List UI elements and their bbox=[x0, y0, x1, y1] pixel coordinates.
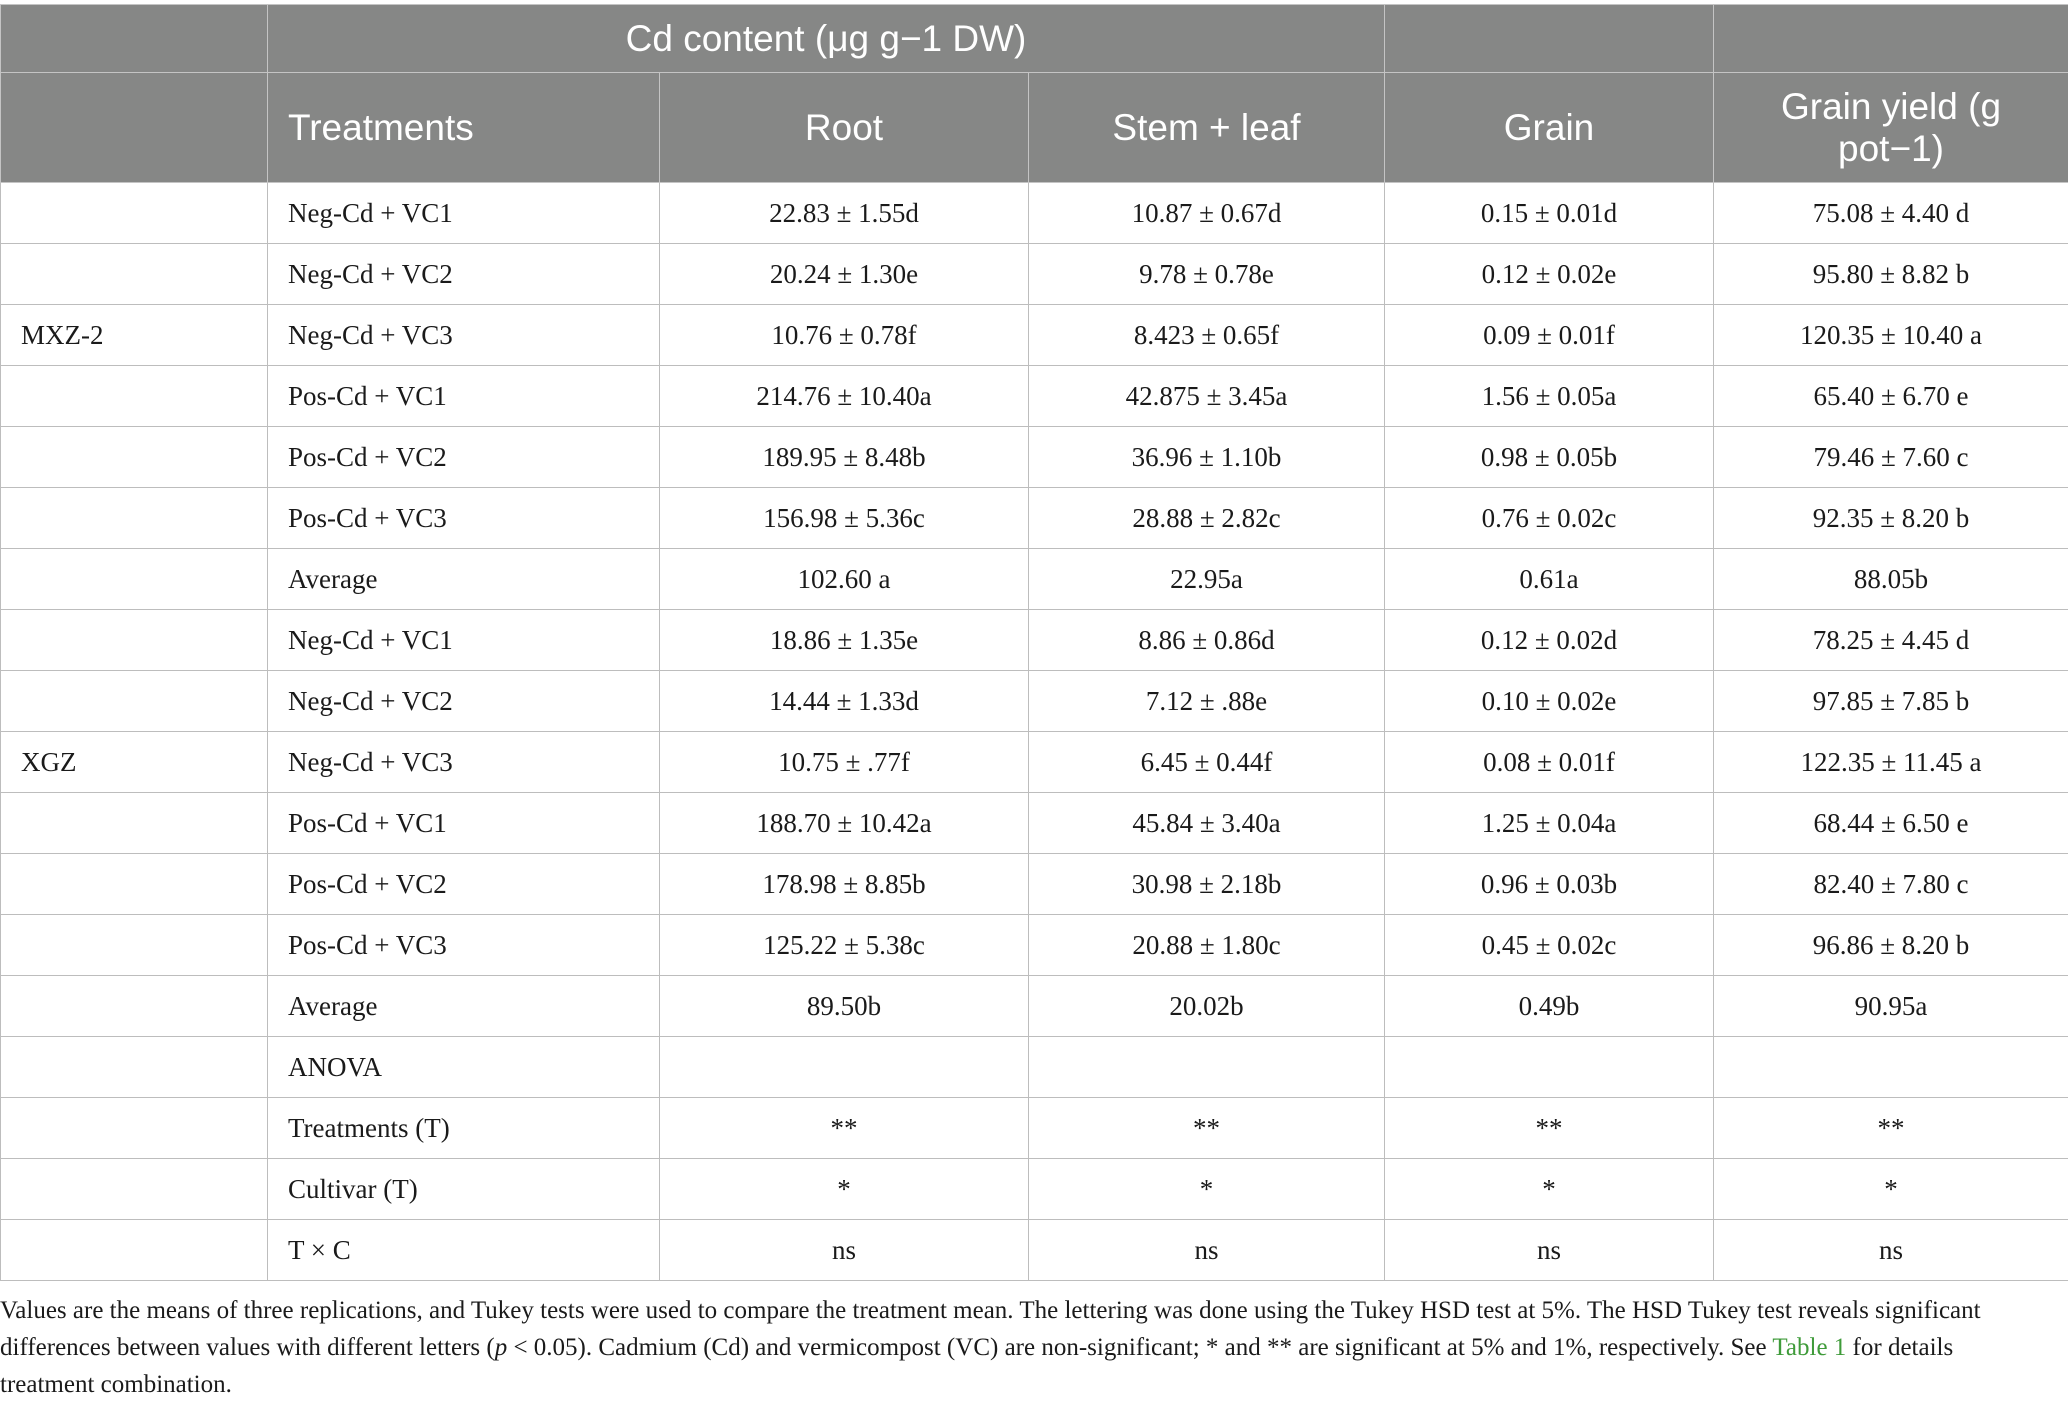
cell-treatment: Pos-Cd + VC1 bbox=[268, 793, 660, 854]
cell-treatment: Neg-Cd + VC1 bbox=[268, 183, 660, 244]
cell-grain-yield: 75.08 ± 4.40 d bbox=[1714, 183, 2068, 244]
table-row bbox=[1, 183, 2068, 244]
cd-content-table bbox=[0, 4, 2068, 1281]
cell-root: 10.76 ± 0.78f bbox=[660, 305, 1029, 366]
cell-stem-leaf: ns bbox=[1029, 1220, 1385, 1281]
table-row bbox=[1, 915, 2068, 976]
cell-grain-yield: 78.25 ± 4.45 d bbox=[1714, 610, 2068, 671]
table-row bbox=[1, 488, 2068, 549]
cell-treatment: Neg-Cd + VC2 bbox=[268, 244, 660, 305]
cell-root: 10.75 ± .77f bbox=[660, 732, 1029, 793]
cell-treatment: Pos-Cd + VC2 bbox=[268, 854, 660, 915]
cell-treatment: Treatments (T) bbox=[268, 1098, 660, 1159]
cell-cultivar bbox=[1, 915, 268, 976]
cell-stem-leaf: 22.95a bbox=[1029, 549, 1385, 610]
table-footnote bbox=[0, 1292, 2050, 1403]
cell-grain: 0.15 ± 0.01d bbox=[1385, 183, 1714, 244]
cell-grain-yield: 82.40 ± 7.80 c bbox=[1714, 854, 2068, 915]
cell-cultivar bbox=[1, 1098, 268, 1159]
cell-stem-leaf: ** bbox=[1029, 1098, 1385, 1159]
cell-grain: 0.10 ± 0.02e bbox=[1385, 671, 1714, 732]
cell-root: 125.22 ± 5.38c bbox=[660, 915, 1029, 976]
cell-grain: 0.08 ± 0.01f bbox=[1385, 732, 1714, 793]
table-row bbox=[1, 610, 2068, 671]
cell-cultivar: XGZ bbox=[1, 732, 268, 793]
cell-grain-yield: 95.80 ± 8.82 b bbox=[1714, 244, 2068, 305]
cell-treatment: Cultivar (T) bbox=[268, 1159, 660, 1220]
cell-root: 22.83 ± 1.55d bbox=[660, 183, 1029, 244]
cell-grain bbox=[1385, 1037, 1714, 1098]
table-row bbox=[1, 549, 2068, 610]
cell-cultivar bbox=[1, 183, 268, 244]
header-row-columns bbox=[1, 73, 2068, 183]
cell-treatment: Neg-Cd + VC3 bbox=[268, 732, 660, 793]
cell-grain-yield: ** bbox=[1714, 1098, 2068, 1159]
cell-stem-leaf: 20.88 ± 1.80c bbox=[1029, 915, 1385, 976]
cell-grain: 1.25 ± 0.04a bbox=[1385, 793, 1714, 854]
cell-root: 102.60 a bbox=[660, 549, 1029, 610]
cell-treatment: Neg-Cd + VC2 bbox=[268, 671, 660, 732]
cell-cultivar bbox=[1, 793, 268, 854]
cell-stem-leaf: 9.78 ± 0.78e bbox=[1029, 244, 1385, 305]
header-row-group bbox=[1, 5, 2068, 73]
footnote-text-1: Values are the means of three replications, and Tukey tests were used to compare the treatment mean. The lettering was done using the Tukey HSD test at 5%. The HSD Tukey test reveals significant differences between values with different letters ( bbox=[0, 1297, 1981, 1361]
header-blank-cultivar-2 bbox=[1, 73, 268, 183]
cell-root: 18.86 ± 1.35e bbox=[660, 610, 1029, 671]
header-cd-content: Cd content (μg g−1 DW) bbox=[268, 5, 1385, 73]
cell-cultivar bbox=[1, 549, 268, 610]
table-row bbox=[1, 305, 2068, 366]
header-root: Root bbox=[660, 73, 1029, 183]
table-row bbox=[1, 244, 2068, 305]
cell-grain-yield bbox=[1714, 1037, 2068, 1098]
cell-treatment: Neg-Cd + VC1 bbox=[268, 610, 660, 671]
table-row bbox=[1, 1159, 2068, 1220]
cell-cultivar bbox=[1, 671, 268, 732]
cell-grain: 0.45 ± 0.02c bbox=[1385, 915, 1714, 976]
cell-cultivar bbox=[1, 488, 268, 549]
cell-grain: 1.56 ± 0.05a bbox=[1385, 366, 1714, 427]
cell-treatment: T × C bbox=[268, 1220, 660, 1281]
cell-grain: ** bbox=[1385, 1098, 1714, 1159]
cell-grain: * bbox=[1385, 1159, 1714, 1220]
cell-treatment: Pos-Cd + VC2 bbox=[268, 427, 660, 488]
table-header bbox=[1, 5, 2068, 183]
table-1-link[interactable]: Table 1 bbox=[1772, 1334, 1847, 1361]
cell-stem-leaf: 10.87 ± 0.67d bbox=[1029, 183, 1385, 244]
cell-stem-leaf: 45.84 ± 3.40a bbox=[1029, 793, 1385, 854]
cell-cultivar bbox=[1, 244, 268, 305]
table-row bbox=[1, 732, 2068, 793]
header-blank-cultivar bbox=[1, 5, 268, 73]
table-row bbox=[1, 671, 2068, 732]
table-row bbox=[1, 366, 2068, 427]
cell-root: 20.24 ± 1.30e bbox=[660, 244, 1029, 305]
cell-root: 214.76 ± 10.40a bbox=[660, 366, 1029, 427]
cell-cultivar bbox=[1, 1037, 268, 1098]
cell-cultivar: MXZ-2 bbox=[1, 305, 268, 366]
cell-treatment: Neg-Cd + VC3 bbox=[268, 305, 660, 366]
cell-root: * bbox=[660, 1159, 1029, 1220]
cell-stem-leaf: 6.45 ± 0.44f bbox=[1029, 732, 1385, 793]
cell-cultivar bbox=[1, 427, 268, 488]
footnote-p-symbol: p bbox=[494, 1334, 508, 1361]
cell-grain-yield: 96.86 ± 8.20 b bbox=[1714, 915, 2068, 976]
table-body bbox=[1, 183, 2068, 1281]
cell-stem-leaf: * bbox=[1029, 1159, 1385, 1220]
footnote-text-2: < 0.05). Cadmium (Cd) and vermicompost (VC) are non-significant; * and ** are significant at 5% and 1%, respectively. See bbox=[507, 1334, 1773, 1361]
cell-grain-yield: * bbox=[1714, 1159, 2068, 1220]
cell-treatment: Pos-Cd + VC3 bbox=[268, 488, 660, 549]
cell-grain: 0.12 ± 0.02d bbox=[1385, 610, 1714, 671]
cell-stem-leaf bbox=[1029, 1037, 1385, 1098]
header-treatments: Treatments bbox=[268, 73, 660, 183]
cell-grain-yield: 88.05b bbox=[1714, 549, 2068, 610]
cell-grain-yield: 90.95a bbox=[1714, 976, 2068, 1037]
cell-treatment: Pos-Cd + VC3 bbox=[268, 915, 660, 976]
cell-grain: 0.96 ± 0.03b bbox=[1385, 854, 1714, 915]
header-stem-leaf: Stem + leaf bbox=[1029, 73, 1385, 183]
cell-grain: 0.98 ± 0.05b bbox=[1385, 427, 1714, 488]
cell-stem-leaf: 28.88 ± 2.82c bbox=[1029, 488, 1385, 549]
cell-root: ** bbox=[660, 1098, 1029, 1159]
cell-root: ns bbox=[660, 1220, 1029, 1281]
cell-grain: 0.09 ± 0.01f bbox=[1385, 305, 1714, 366]
table-row bbox=[1, 1098, 2068, 1159]
cell-root: 178.98 ± 8.85b bbox=[660, 854, 1029, 915]
cell-grain: 0.49b bbox=[1385, 976, 1714, 1037]
cell-grain: ns bbox=[1385, 1220, 1714, 1281]
cell-cultivar bbox=[1, 366, 268, 427]
cell-grain-yield: 97.85 ± 7.85 b bbox=[1714, 671, 2068, 732]
table-row bbox=[1, 793, 2068, 854]
cell-stem-leaf: 36.96 ± 1.10b bbox=[1029, 427, 1385, 488]
cell-root: 189.95 ± 8.48b bbox=[660, 427, 1029, 488]
cell-grain: 0.61a bbox=[1385, 549, 1714, 610]
cell-stem-leaf: 8.423 ± 0.65f bbox=[1029, 305, 1385, 366]
cell-grain-yield: 65.40 ± 6.70 e bbox=[1714, 366, 2068, 427]
header-grain: Grain bbox=[1385, 73, 1714, 183]
cell-cultivar bbox=[1, 854, 268, 915]
cell-grain: 0.76 ± 0.02c bbox=[1385, 488, 1714, 549]
cell-cultivar bbox=[1, 1220, 268, 1281]
cell-grain-yield: 79.46 ± 7.60 c bbox=[1714, 427, 2068, 488]
cell-cultivar bbox=[1, 610, 268, 671]
cell-stem-leaf: 8.86 ± 0.86d bbox=[1029, 610, 1385, 671]
cell-stem-leaf: 20.02b bbox=[1029, 976, 1385, 1037]
table-row bbox=[1, 976, 2068, 1037]
footnote-text-3: for details treatment combination. bbox=[0, 1334, 1954, 1398]
cell-grain-yield: ns bbox=[1714, 1220, 2068, 1281]
cell-stem-leaf: 30.98 ± 2.18b bbox=[1029, 854, 1385, 915]
cell-treatment: ANOVA bbox=[268, 1037, 660, 1098]
table-row bbox=[1, 1220, 2068, 1281]
cell-grain-yield: 92.35 ± 8.20 b bbox=[1714, 488, 2068, 549]
cell-grain: 0.12 ± 0.02e bbox=[1385, 244, 1714, 305]
cell-grain-yield: 120.35 ± 10.40 a bbox=[1714, 305, 2068, 366]
table-row bbox=[1, 854, 2068, 915]
header-grain-yield: Grain yield (g pot−1) bbox=[1714, 73, 2068, 183]
cell-stem-leaf: 42.875 ± 3.45a bbox=[1029, 366, 1385, 427]
cell-cultivar bbox=[1, 976, 268, 1037]
cell-treatment: Average bbox=[268, 549, 660, 610]
cell-root: 156.98 ± 5.36c bbox=[660, 488, 1029, 549]
cell-treatment: Average bbox=[268, 976, 660, 1037]
cell-root: 188.70 ± 10.42a bbox=[660, 793, 1029, 854]
cell-root: 14.44 ± 1.33d bbox=[660, 671, 1029, 732]
header-blank-grain bbox=[1385, 5, 1714, 73]
cell-root bbox=[660, 1037, 1029, 1098]
cell-stem-leaf: 7.12 ± .88e bbox=[1029, 671, 1385, 732]
table-row bbox=[1, 1037, 2068, 1098]
header-blank-yield bbox=[1714, 5, 2068, 73]
table-row bbox=[1, 427, 2068, 488]
cell-grain-yield: 122.35 ± 11.45 a bbox=[1714, 732, 2068, 793]
cell-root: 89.50b bbox=[660, 976, 1029, 1037]
cell-grain-yield: 68.44 ± 6.50 e bbox=[1714, 793, 2068, 854]
cell-treatment: Pos-Cd + VC1 bbox=[268, 366, 660, 427]
cell-cultivar bbox=[1, 1159, 268, 1220]
